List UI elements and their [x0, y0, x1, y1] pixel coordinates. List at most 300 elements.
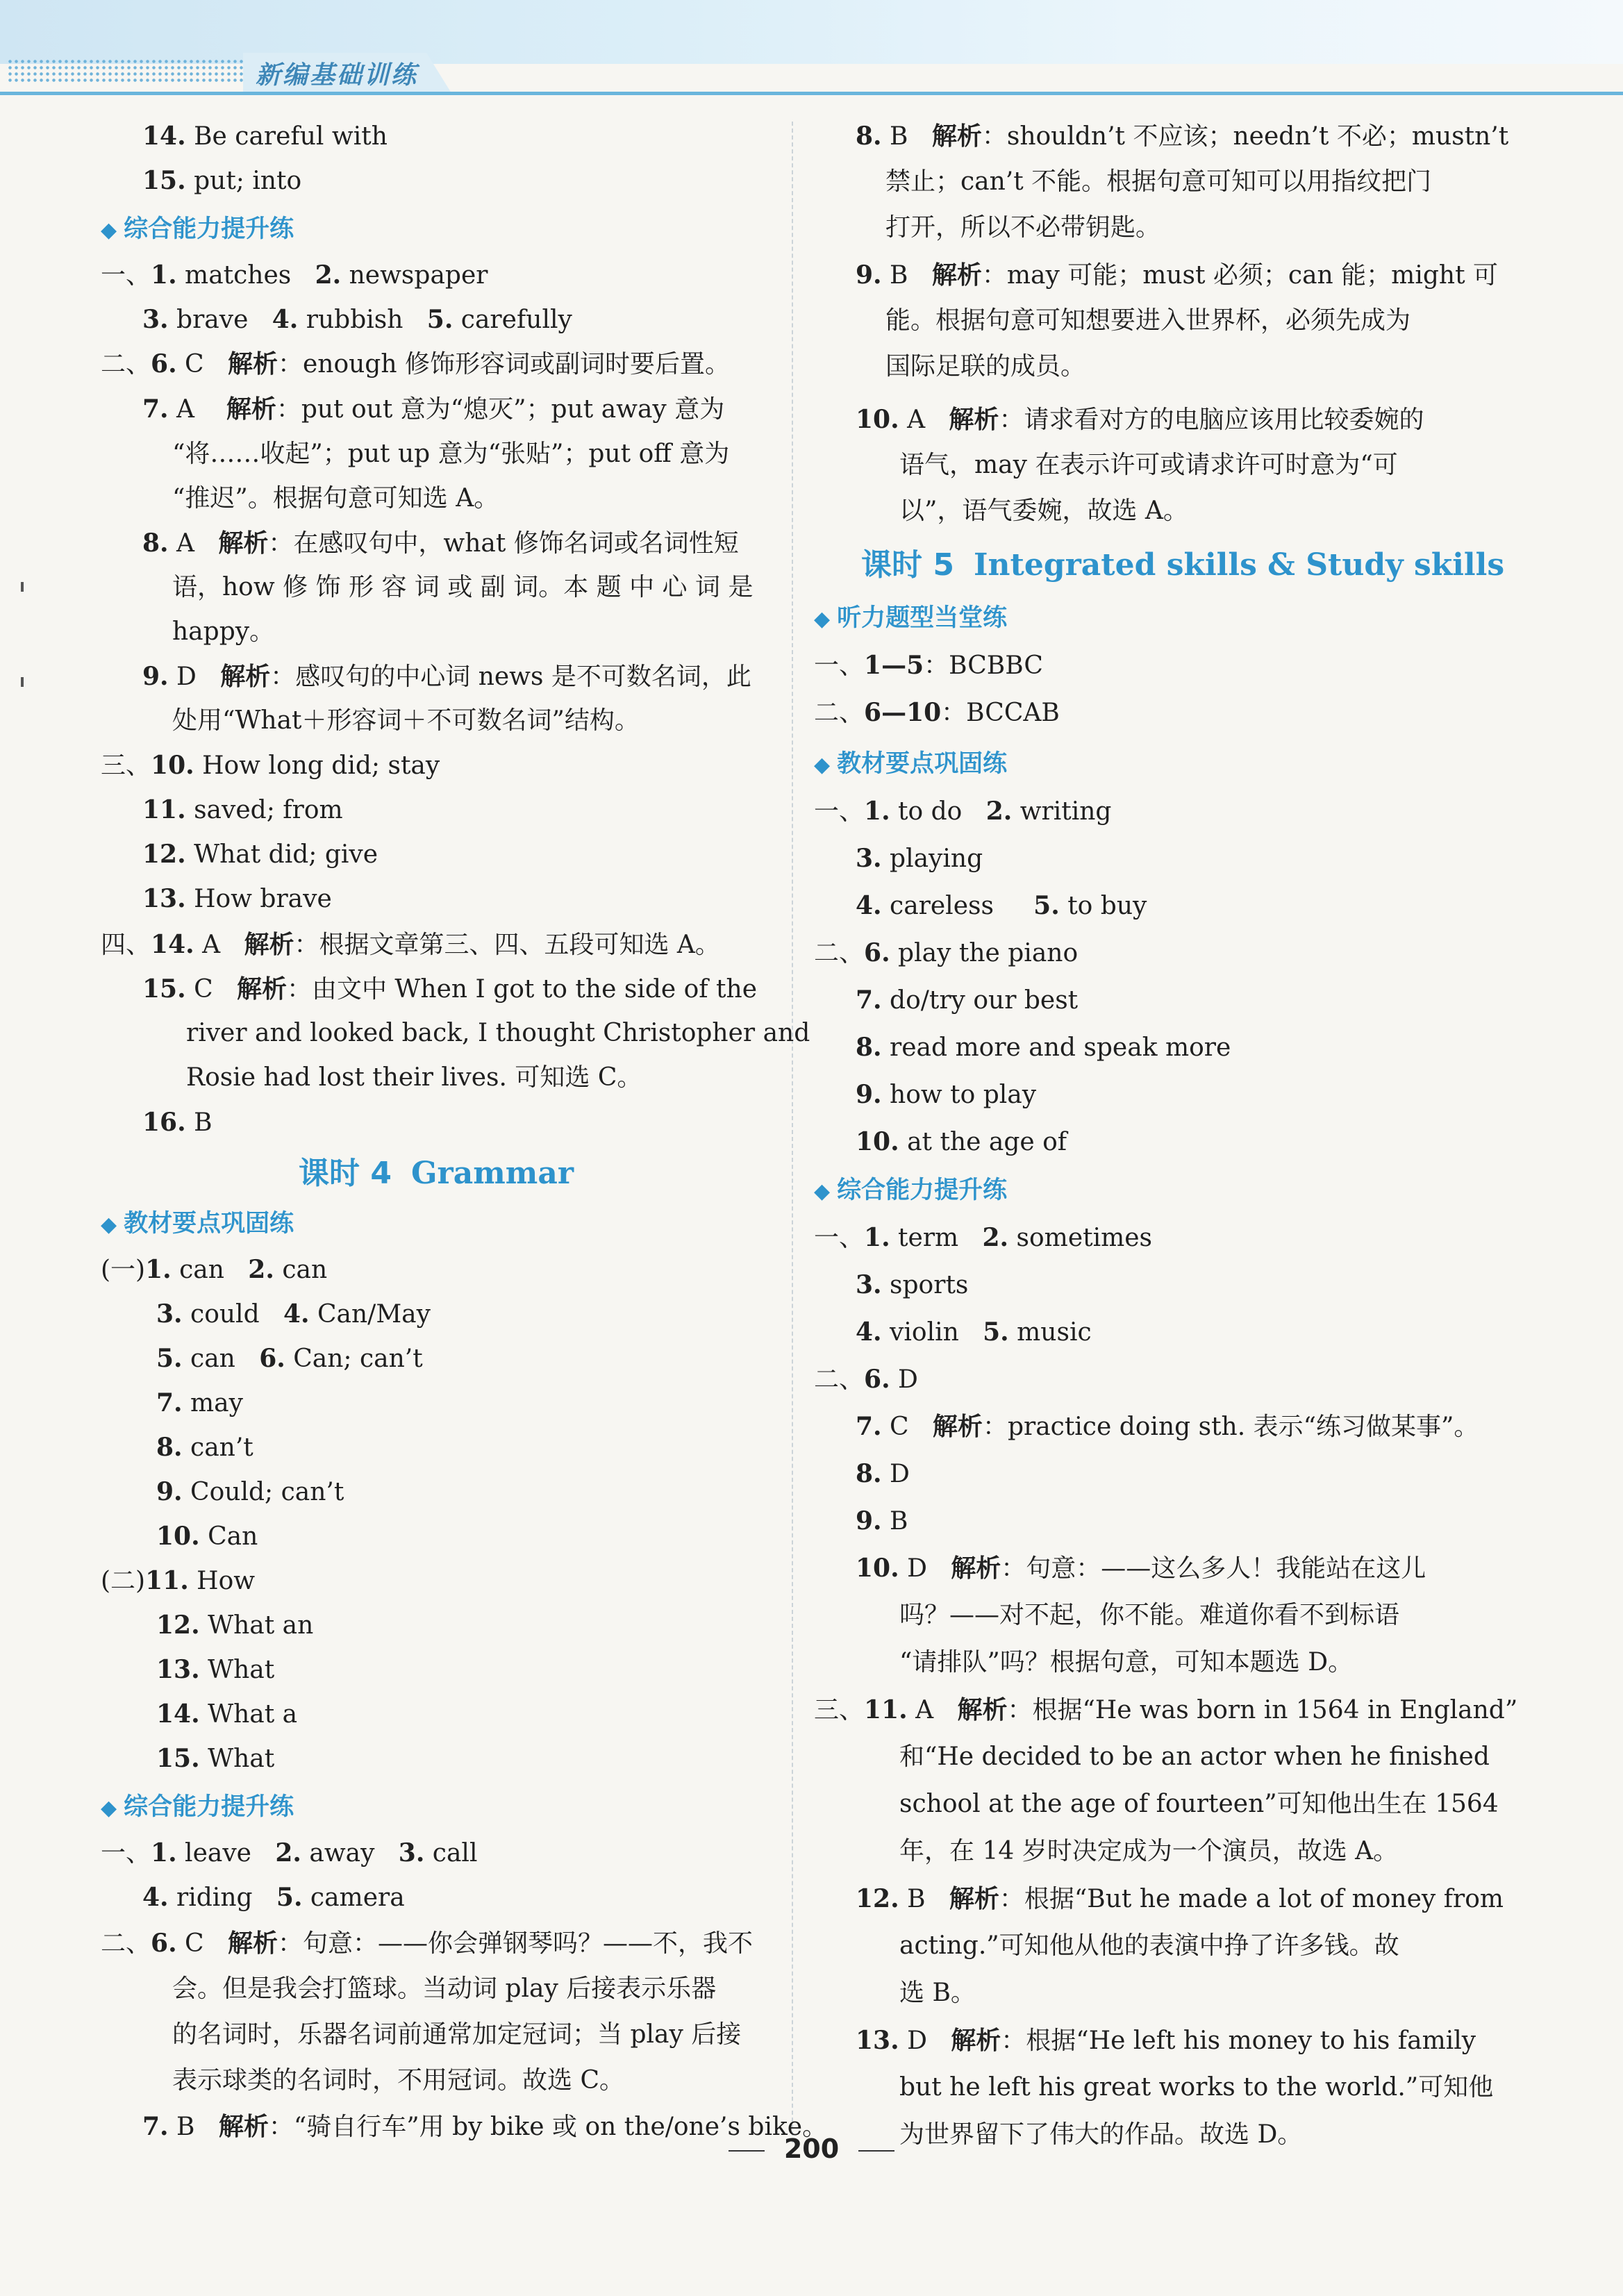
answer-number: 5. — [1033, 891, 1060, 920]
answer-line — [814, 936, 1078, 971]
answer-number: 1. — [151, 1838, 177, 1867]
answer-line — [186, 1017, 810, 1051]
answer-line — [856, 1031, 1231, 1065]
answer-text: ：请求看对方的电脑应该用比较委婉的 — [999, 406, 1424, 434]
answer-number: 9. — [856, 260, 882, 290]
answer-text: can’t — [182, 1433, 253, 1462]
answer-text: ：put out 意为“熄灭”；put away 意为 — [276, 395, 725, 424]
diamond-icon: ◆ — [101, 1213, 117, 1237]
answer-text: ：BCCAB — [941, 699, 1060, 727]
answer-text: to do — [890, 797, 986, 826]
answer-line — [856, 2024, 1476, 2058]
answer-text: may — [182, 1389, 243, 1417]
answer-text: ：may 可能；must 必须；can 能；might 可 — [981, 261, 1498, 290]
answer-text: river and looked back, I thought Christopher and — [186, 1019, 810, 1047]
answer-line — [856, 983, 1078, 1018]
answer-number: 7. — [142, 2112, 169, 2141]
answer-line — [142, 972, 757, 1007]
answer-number: 11. — [145, 1566, 189, 1595]
answer-number: 解析 — [931, 122, 982, 151]
section-heading — [101, 213, 294, 247]
answer-text: away — [301, 1839, 399, 1867]
answer-line — [156, 1342, 423, 1376]
answer-number: 6. — [259, 1344, 285, 1373]
answer-text: 语气，may 在表示许可或请求许可时意为“可 — [899, 451, 1398, 479]
answer-text: ：句意：——这么多人！我能站在这儿 — [1001, 1554, 1426, 1583]
answer-number: 12. — [156, 1611, 200, 1640]
answer-number: 解析 — [244, 930, 294, 959]
answer-number: 14. — [151, 930, 194, 959]
answer-number: 16. — [142, 1108, 186, 1137]
answer-line — [156, 1608, 313, 1643]
answer-line — [172, 2064, 624, 2099]
section-heading — [814, 1174, 1007, 1208]
answer-text: 禁止；can’t 不能。根据句意可知可以用指纹把门 — [885, 167, 1432, 196]
answer-line — [101, 1927, 753, 1961]
answer-line — [814, 696, 1060, 731]
answer-number: 9. — [856, 1506, 882, 1536]
diamond-icon: ◆ — [101, 1796, 117, 1820]
answer-number: 1. — [864, 797, 890, 826]
answer-line — [142, 119, 388, 154]
answer-text: 一、 — [814, 797, 865, 826]
answer-text: do/try our best — [881, 986, 1079, 1015]
answer-line — [856, 1457, 910, 1492]
answer-number: 9. — [156, 1477, 183, 1506]
answer-line — [156, 1697, 297, 1732]
answer-number: 9. — [142, 662, 169, 691]
answer-text: put; into — [185, 167, 302, 195]
answer-text: carefully — [453, 306, 572, 334]
answer-number: 6. — [864, 1365, 890, 1394]
answer-number: 3. — [142, 305, 169, 334]
answer-line — [101, 347, 730, 382]
answer-line — [899, 1646, 1353, 1681]
answer-line — [856, 889, 1147, 924]
answer-number: 解析 — [236, 974, 287, 1004]
answer-number: 解析 — [226, 394, 276, 424]
answer-number: 8. — [856, 1033, 882, 1062]
answer-number: 解析 — [931, 260, 982, 290]
answer-text: What — [199, 1656, 275, 1684]
section-heading-text: 综合能力提升练 — [124, 215, 294, 243]
answer-text: Can; can’t — [285, 1345, 423, 1373]
answer-line — [156, 1520, 258, 1554]
answer-line — [142, 838, 378, 872]
answer-line — [814, 1221, 1152, 1256]
lesson-label: 课时 4 — [299, 1156, 392, 1191]
answer-line — [885, 165, 1431, 200]
answer-number: 10. — [151, 751, 194, 780]
answer-text: could — [182, 1300, 283, 1329]
answer-text: school at the age of fourteen”可知他出生在 1564 — [899, 1790, 1499, 1818]
answer-text: playing — [881, 845, 983, 873]
answer-number: 14. — [156, 1699, 200, 1729]
answer-text: ：根据文章第三、四、五段可知选 A。 — [294, 931, 720, 959]
answer-number: 4. — [856, 1317, 882, 1347]
answer-text: “请排队”吗？根据句意，可知本题选 D。 — [899, 1648, 1354, 1677]
answer-number: 10. — [156, 1522, 200, 1551]
answer-text: 和“He decided to be an actor when he finished — [899, 1742, 1490, 1771]
answer-text: ：在感叹句中，what 修饰名词或名词性短 — [268, 529, 739, 558]
diamond-icon: ◆ — [814, 1179, 831, 1204]
answer-number: 2. — [275, 1838, 301, 1867]
answer-line — [142, 1881, 405, 1915]
answer-line — [142, 303, 572, 338]
scan-mark — [21, 582, 24, 592]
answer-number: 解析 — [949, 1884, 999, 1913]
answer-line — [856, 1504, 908, 1539]
answer-number: 1—5 — [864, 651, 924, 680]
answer-text: 四、 — [101, 931, 151, 959]
answer-line — [172, 615, 274, 650]
answer-line — [101, 258, 488, 293]
section-heading — [101, 1790, 294, 1825]
answer-text: 三、 — [101, 751, 151, 780]
answer-number: 2. — [982, 1223, 1009, 1252]
answer-number: 7. — [156, 1388, 183, 1417]
answer-number: 3. — [156, 1299, 183, 1329]
answer-line — [856, 1882, 1504, 1917]
answer-text: 的名词时，乐器名词前通常加定冠词；当 play 后接 — [172, 2020, 742, 2049]
answer-text: 年，在 14 岁时决定成为一个演员，故选 A。 — [899, 1837, 1399, 1865]
book-title: 新编基础训练 — [256, 61, 419, 90]
answer-line — [142, 1106, 213, 1140]
answer-text: Rosie had lost their lives. 可知选 C。 — [186, 1063, 642, 1092]
scan-mark — [21, 677, 24, 687]
answer-number: 10. — [856, 405, 899, 434]
answer-number: 3. — [398, 1838, 425, 1867]
answer-number: 15. — [142, 974, 186, 1004]
answer-text: C — [185, 975, 237, 1004]
answer-line — [899, 494, 1188, 529]
answer-text: saved; from — [185, 796, 343, 824]
answer-text: brave — [168, 306, 272, 334]
answer-text: call — [424, 1839, 478, 1867]
answer-text: 二、 — [101, 1929, 151, 1958]
answer-text: B — [168, 2113, 219, 2141]
answer-number: 11. — [864, 1695, 908, 1724]
section-heading-text: 教材要点巩固练 — [837, 750, 1008, 778]
answer-text: camera — [302, 1883, 405, 1912]
answer-number: 6. — [151, 349, 177, 378]
answer-line — [142, 660, 751, 694]
section-heading-text: 教材要点巩固练 — [124, 1210, 294, 1238]
answer-line — [101, 1253, 327, 1288]
answer-text: “将……收起”；put up 意为“张贴”；put off 意为 — [172, 440, 730, 468]
answer-number: 解析 — [932, 1412, 983, 1441]
section-heading-text: 综合能力提升练 — [124, 1793, 294, 1821]
answer-text: ：根据“But he made a lot of money from — [999, 1885, 1504, 1913]
answer-text: ：BCBBC — [924, 651, 1043, 680]
answer-number: 8. — [856, 122, 882, 151]
answer-number: 2. — [248, 1255, 274, 1284]
answer-text: 会。但是我会打篮球。当动词 play 后接表示乐器 — [172, 1974, 717, 2003]
answer-text: to buy — [1059, 892, 1147, 920]
answer-number: 6. — [151, 1929, 177, 1958]
answer-line — [101, 749, 440, 783]
answer-number: 15. — [142, 166, 186, 195]
answer-text: 以”，语气委婉，故选 A。 — [899, 497, 1188, 525]
answer-text: How — [188, 1567, 256, 1595]
answer-line — [885, 211, 1160, 246]
answer-number: 3. — [856, 1270, 882, 1299]
answer-text: 二、 — [814, 1365, 865, 1394]
answer-text: “推迟”。根据句意可知选 A。 — [172, 484, 499, 513]
lesson-label: 课时 5 — [861, 547, 954, 583]
answer-line — [899, 1788, 1499, 1822]
answer-number: 2. — [315, 260, 342, 290]
answer-number: 1. — [145, 1255, 172, 1284]
answer-number: 解析 — [951, 2026, 1001, 2055]
answer-text: 一、 — [101, 261, 151, 290]
answer-line — [142, 793, 343, 828]
answer-text: ：“骑自行车”用 by bike 或 on the/one’s bike。 — [268, 2113, 828, 2141]
answer-line — [156, 1742, 274, 1777]
answer-number: 4. — [272, 305, 299, 334]
answer-text: What a — [199, 1700, 298, 1729]
answer-text: leave — [176, 1839, 276, 1867]
answer-text: ：practice doing sth. 表示“练习做某事”。 — [982, 1413, 1479, 1441]
answer-text: Could; can’t — [182, 1478, 344, 1506]
answer-line — [814, 1693, 1517, 1728]
answer-line — [856, 403, 1424, 438]
section-heading — [101, 1207, 294, 1242]
answer-text: 处用“What＋形容词＋不可数名词”结构。 — [172, 706, 640, 735]
answer-text: 吗？——对不起，你不能。难道你看不到标语 — [899, 1601, 1400, 1629]
answer-text: happy。 — [172, 617, 275, 646]
answer-number: 9. — [856, 1080, 882, 1109]
answer-line — [856, 1268, 968, 1303]
answer-text: 一、 — [814, 1224, 865, 1252]
answer-line — [899, 1929, 1399, 1964]
answer-text: acting.”可知他从他的表演中挣了许多钱。故 — [899, 1931, 1399, 1960]
answer-line — [856, 1125, 1067, 1160]
answer-line — [856, 1552, 1426, 1586]
answer-line — [172, 571, 753, 606]
answer-number: 13. — [142, 884, 186, 913]
answer-number: 5. — [983, 1317, 1009, 1347]
answer-number: 8. — [156, 1433, 183, 1462]
lesson-title: Grammar — [410, 1156, 574, 1191]
answer-number: 7. — [856, 1412, 882, 1441]
answer-text: 三、 — [814, 1696, 865, 1724]
answer-line — [101, 1564, 255, 1599]
answer-text: 能。根据句意可知想要进入世界杯，必须先成为 — [885, 306, 1411, 335]
answer-number: 7. — [856, 985, 882, 1015]
answer-text: 二、 — [814, 939, 865, 967]
answer-line — [172, 438, 729, 472]
answer-text: sports — [881, 1271, 969, 1299]
answer-text: play the piano — [890, 939, 1079, 967]
page-number-dash-left — [729, 2150, 765, 2152]
answer-line — [899, 2071, 1493, 2106]
section-heading-text: 听力题型当堂练 — [837, 604, 1008, 632]
answer-text: D — [881, 1460, 910, 1488]
answer-text: How brave — [185, 885, 332, 913]
answer-number: 14. — [142, 122, 186, 151]
answer-text: A — [907, 1696, 958, 1724]
answer-number: 5. — [426, 305, 453, 334]
answer-line — [156, 1475, 344, 1510]
answer-text: Can — [199, 1522, 258, 1551]
answer-text: Be careful with — [185, 122, 388, 151]
answer-number: 13. — [856, 2026, 899, 2055]
section-heading — [814, 601, 1007, 636]
answer-line — [856, 1410, 1479, 1445]
answer-text: 二、 — [101, 350, 151, 378]
answer-text: (二) — [101, 1567, 146, 1595]
answer-text: can — [182, 1345, 260, 1373]
column-divider — [792, 122, 793, 2143]
answer-text: A — [194, 931, 244, 959]
answer-text: 为世界留下了伟大的作品。故选 D。 — [899, 2120, 1303, 2149]
answer-number: 10. — [856, 1127, 899, 1156]
answer-line — [142, 392, 724, 427]
lesson-heading — [299, 1154, 574, 1193]
answer-line — [142, 164, 301, 199]
answer-text: 二、 — [814, 699, 865, 727]
answer-text: riding — [168, 1883, 276, 1912]
answer-line — [142, 526, 739, 561]
answer-number: 解析 — [227, 349, 278, 378]
answer-line — [172, 482, 499, 517]
page-number-dash-right — [858, 2150, 894, 2152]
answer-line — [172, 1972, 716, 2007]
answer-text: ：enough 修饰形容词或副词时要后置。 — [277, 350, 730, 378]
answer-number: 解析 — [220, 662, 271, 691]
answer-text: 语，how 修 饰 形 容 词 或 副 词。本 题 中 心 词 是 — [172, 573, 754, 601]
answer-line — [101, 928, 720, 963]
answer-text: ：根据“He was born in 1564 in England” — [1007, 1696, 1518, 1724]
answer-text: What — [199, 1745, 275, 1773]
answer-text: (一) — [101, 1256, 146, 1284]
lesson-heading — [861, 546, 1504, 585]
diamond-icon: ◆ — [814, 607, 831, 631]
answer-text: ：感叹句的中心词 news 是不可数名词，此 — [270, 663, 751, 691]
answer-text: matches — [176, 261, 315, 290]
answer-text: ：句意：——你会弹钢琴吗？——不，我不 — [277, 1929, 753, 1958]
answer-text: C — [176, 1929, 228, 1958]
answer-text: What did; give — [185, 840, 378, 869]
answer-number: 4. — [283, 1299, 310, 1329]
answer-number: 7. — [142, 394, 169, 424]
answer-text: A — [168, 395, 226, 424]
answer-text: D — [899, 1554, 951, 1583]
answer-line — [899, 1740, 1490, 1775]
section-heading — [814, 747, 1007, 782]
answer-text: sometimes — [1008, 1224, 1153, 1252]
section-heading-text: 综合能力提升练 — [837, 1176, 1008, 1204]
answer-number: 5. — [156, 1344, 183, 1373]
answer-text: A — [168, 529, 219, 558]
answer-line — [856, 842, 983, 876]
answer-number: 解析 — [951, 1554, 1001, 1583]
answer-text: 国际足联的成员。 — [885, 352, 1086, 381]
lesson-title: Integrated skills & Study skills — [973, 547, 1505, 583]
answer-text: B — [881, 122, 932, 151]
answer-number: 1. — [151, 260, 177, 290]
answer-line — [142, 882, 332, 917]
header-rule — [0, 92, 1623, 95]
answer-number: 1. — [864, 1223, 890, 1252]
answer-line — [156, 1653, 274, 1688]
answer-number: 解析 — [227, 1929, 278, 1958]
answer-line — [172, 2018, 741, 2053]
answer-text: newspaper — [341, 261, 488, 290]
answer-text: D — [890, 1365, 918, 1394]
answer-text: 选 B。 — [899, 1979, 976, 2007]
answer-number: 8. — [142, 529, 169, 558]
answer-text: Can/May — [309, 1300, 431, 1329]
diamond-icon: ◆ — [814, 753, 831, 777]
answer-number: 解析 — [218, 529, 269, 558]
header-dot-pattern — [7, 58, 243, 83]
answer-text: rubbish — [298, 306, 427, 334]
answer-text: how to play — [881, 1081, 1037, 1109]
answer-number: 10. — [856, 1554, 899, 1583]
answer-line — [899, 1835, 1398, 1870]
answer-text: violin — [881, 1318, 983, 1347]
answer-text: How long did; stay — [194, 751, 440, 780]
answer-line — [899, 1977, 976, 2011]
answer-line — [156, 1297, 431, 1332]
answer-number: 6—10 — [864, 698, 942, 727]
answer-text: can — [171, 1256, 249, 1284]
answer-text: B — [899, 1885, 949, 1913]
answer-text: B — [185, 1108, 213, 1137]
answer-text: B — [881, 1507, 908, 1536]
answer-line — [186, 1061, 642, 1096]
answer-text: 打开，所以不必带钥匙。 — [885, 213, 1161, 242]
answer-text: but he left his great works to the world.”可知他 — [899, 2073, 1494, 2102]
answer-line — [814, 649, 1043, 683]
answer-text: C — [881, 1413, 933, 1441]
answer-number: 解析 — [957, 1695, 1008, 1724]
answer-text: music — [1008, 1318, 1092, 1347]
answer-text: D — [899, 2027, 951, 2055]
answer-number: 13. — [156, 1655, 200, 1684]
answer-text: read more and speak more — [881, 1033, 1231, 1062]
answer-text: A — [899, 406, 949, 434]
answer-text: 一、 — [101, 1839, 151, 1867]
answer-line — [814, 1363, 918, 1397]
answer-text: ：由文中 When I got to the side of the — [286, 975, 758, 1004]
answer-number: 6. — [864, 938, 890, 967]
answer-line — [899, 449, 1398, 483]
answer-text: ：根据“He left his money to his family — [1001, 2027, 1476, 2055]
answer-line — [856, 1315, 1092, 1350]
answer-line — [856, 1078, 1036, 1113]
answer-line — [172, 704, 640, 739]
answer-line — [101, 1836, 477, 1871]
page-number-text: 200 — [783, 2133, 840, 2164]
answer-line — [156, 1431, 253, 1465]
answer-number: 3. — [856, 844, 882, 873]
answer-number: 12. — [856, 1884, 899, 1913]
answer-line — [885, 350, 1085, 385]
answer-text: careless — [881, 892, 1034, 920]
answer-number: 4. — [856, 891, 882, 920]
answer-number: 解析 — [218, 2112, 269, 2141]
answer-number: 15. — [156, 1744, 200, 1773]
answer-text: at the age of — [899, 1128, 1067, 1156]
answer-number: 12. — [142, 840, 186, 869]
answer-text: What an — [199, 1611, 314, 1640]
diamond-icon: ◆ — [101, 218, 117, 242]
answer-line — [856, 119, 1508, 154]
answer-number: 11. — [142, 795, 186, 824]
